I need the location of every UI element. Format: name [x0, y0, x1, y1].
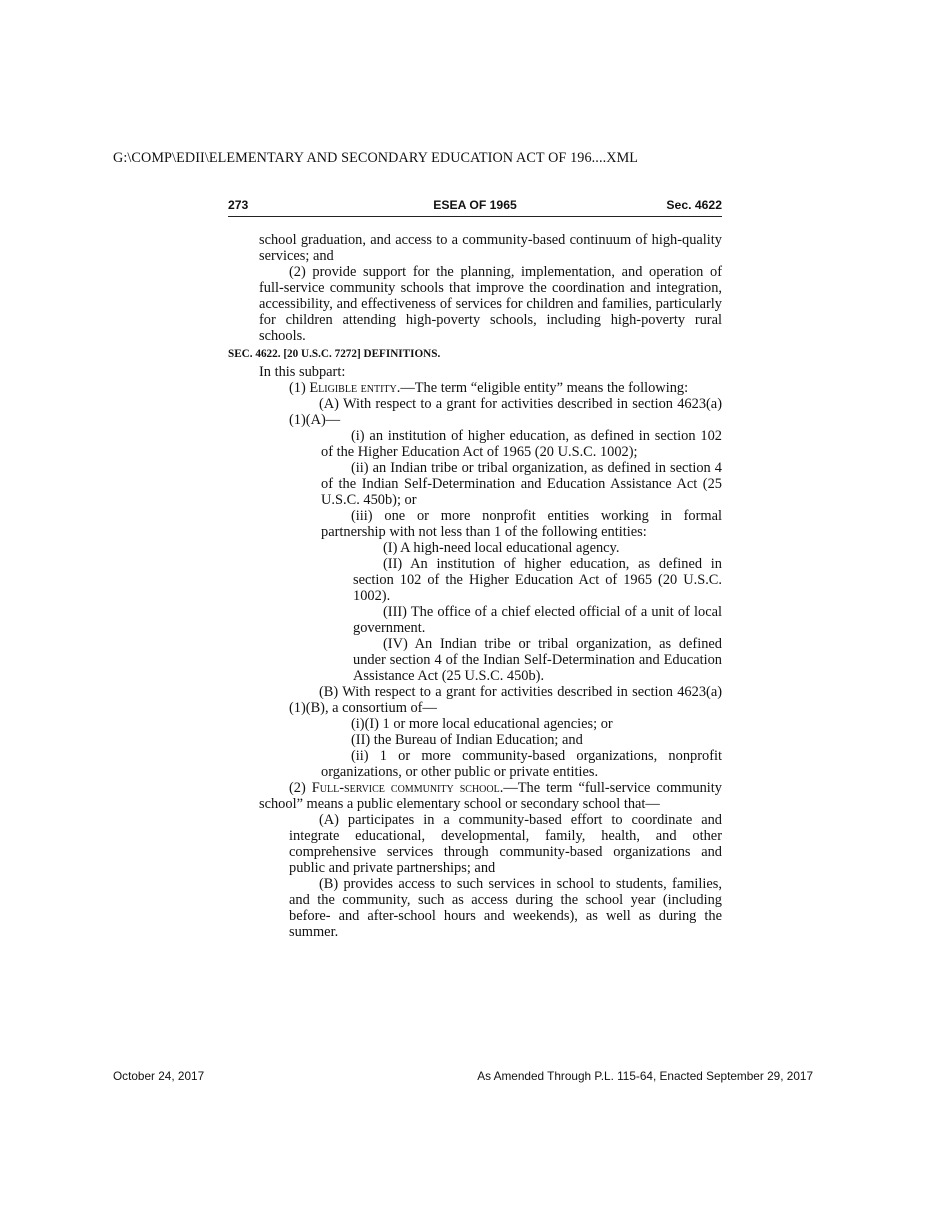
subparagraph-A: (A) With respect to a grant for activities described in section 4623(a)(1)(A)—: [289, 396, 722, 428]
clause-ii-organizations: (ii) 1 or more community-based organizations, nonprofit organizations, or other public or private entities.: [321, 748, 722, 780]
clause-ii: (ii) an Indian tribe or tribal organization, as defined in section 4 of the Indian Self-Determination and Education Assistance Act (25 U.S.C. 450b); or: [321, 460, 722, 508]
subparagraph-B-provides: (B) provides access to such services in school to students, families, and the community, such as access during the school year (including before- and after-school hours and weekends), as well as during the summer.: [289, 876, 722, 940]
act-title: ESEA OF 1965: [433, 198, 517, 212]
definition-text: .—The term “full-service community school” means a public elementary school or secondary school that—: [259, 780, 722, 812]
subclause-IV: (IV) An Indian tribe or tribal organization, as defined under section 4 of the Indian Self-Determination and Education Assistance Act (25 U.S.C. 450b).: [353, 636, 722, 684]
document-body: [228, 232, 722, 940]
subclause-III: (III) The office of a chief elected official of a unit of local government.: [353, 604, 722, 636]
section-heading: SEC. 4622. [20 U.S.C. 7272] DEFINITIONS.: [228, 348, 441, 360]
section-label: Sec. 4622: [666, 198, 722, 212]
subclause-II-bureau: (II) the Bureau of Indian Education; and: [351, 732, 583, 748]
footer-amended: As Amended Through P.L. 115-64, Enacted September 29, 2017: [477, 1069, 813, 1083]
file-path: G:\COMP\EDII\ELEMENTARY AND SECONDARY EDUCATION ACT OF 196....XML: [113, 150, 639, 166]
paragraph-2: (2) provide support for the planning, implementation, and operation of full-service community schools that improve the coordination and integration, accessibility, and effectiveness of services for children and families, particularly for children attending high-poverty schools, including high-poverty rural schools.: [259, 264, 722, 344]
clause-i-I: (i)(I) 1 or more local educational agencies; or: [351, 716, 613, 732]
definition-full-service-school: [259, 780, 722, 812]
paragraph-number: (1): [289, 380, 310, 396]
subparagraph-B: (B) With respect to a grant for activities described in section 4623(a)(1)(B), a consortium of—: [289, 684, 722, 716]
intro-line: In this subpart:: [259, 364, 346, 380]
footer-date: October 24, 2017: [113, 1069, 205, 1083]
definition-text: .—The term “eligible entity” means the following:: [396, 380, 689, 396]
paragraph-number: (2): [289, 780, 312, 796]
defined-term: Eligible entity: [309, 380, 397, 396]
subclause-II: (II) An institution of higher education, as defined in section 102 of the Higher Education Act of 1965 (20 U.S.C. 1002).: [353, 556, 722, 604]
running-head: [228, 198, 722, 217]
clause-i: (i) an institution of higher education, as defined in section 102 of the Higher Education Act of 1965 (20 U.S.C. 1002);: [321, 428, 722, 460]
defined-term: Full-service community school: [311, 780, 500, 796]
subparagraph-A-participates: (A) participates in a community-based effort to coordinate and integrate educational, developmental, family, health, and other comprehensive services through community-based organizations and public and private partnerships; and: [289, 812, 722, 876]
subclause-I: (I) A high-need local educational agency.: [383, 540, 620, 556]
page-number: 273: [228, 198, 249, 212]
paragraph-continuation: school graduation, and access to a community-based continuum of high-quality services; and: [259, 232, 722, 264]
clause-iii: (iii) one or more nonprofit entities working in formal partnership with not less than 1 of the following entities:: [321, 508, 722, 540]
definition-eligible-entity: [259, 380, 722, 396]
